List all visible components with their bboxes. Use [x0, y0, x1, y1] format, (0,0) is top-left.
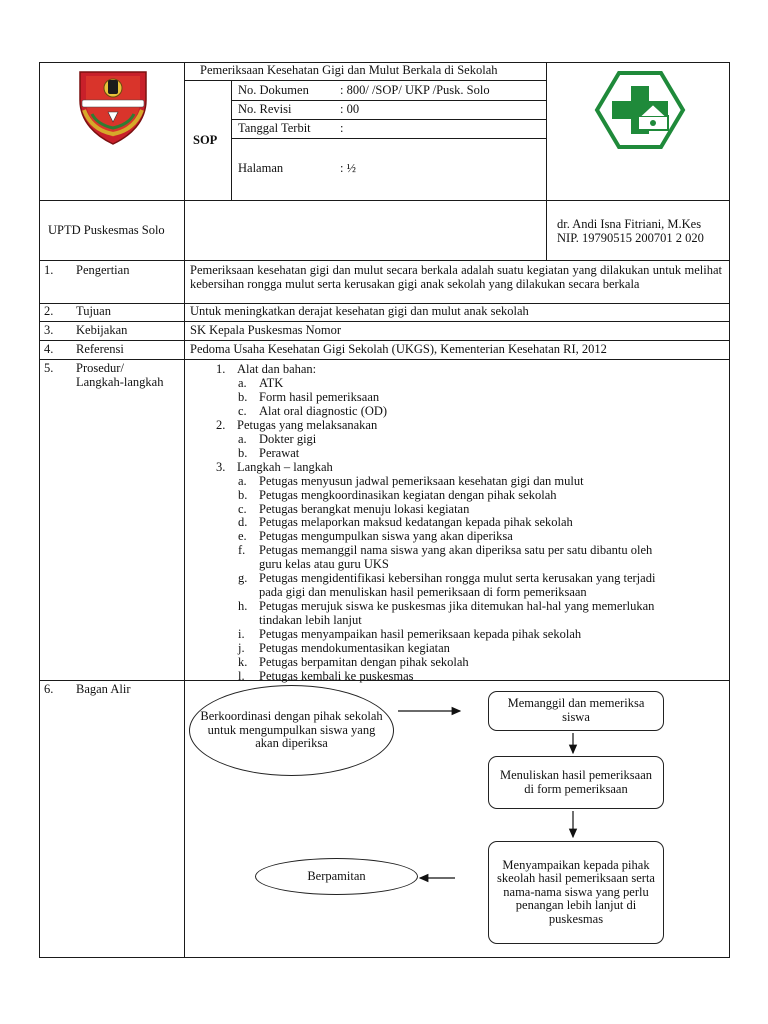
procedure-item-text: Petugas kembali ke puskesmas [259, 668, 414, 683]
procedure-item-marker: c. [238, 501, 247, 516]
procedure-item-text: Dokter gigi [259, 431, 317, 446]
procedure-item-marker: 1. [216, 362, 226, 376]
field-label-doc-number: No. Dokumen [238, 83, 309, 97]
section-2-text: Untuk meningkatkan derajat kesehatan gigi dan mulut anak sekolah [190, 304, 529, 318]
section-6-label: Bagan Alir [76, 682, 131, 696]
procedure-item-marker: c. [238, 403, 247, 418]
section-4-number: 4. [44, 342, 54, 356]
field-value-revision: : 00 [340, 102, 360, 116]
procedure-item-text: Petugas berpamitan dengan pihak sekolah [259, 654, 469, 669]
procedure-item-marker: d. [238, 515, 248, 530]
procedure-item-marker: e. [238, 529, 247, 544]
section-2-label: Tujuan [76, 304, 111, 318]
procedure-item-text: Petugas menyusun jadwal pemeriksaan kesehatan gigi dan mulut [259, 473, 584, 488]
sop-label: SOP [193, 133, 218, 147]
procedure-item-text: Form hasil pemeriksaan [259, 389, 380, 404]
section-1-number: 1. [44, 263, 54, 277]
field-value-page: : ½ [340, 161, 356, 175]
section-2-number: 2. [44, 304, 54, 318]
document-title: Pemeriksaan Kesehatan Gigi dan Mulut Berkala di Sekolah [200, 63, 498, 77]
signer-name: dr. Andi Isna Fitriani, M.Kes [557, 217, 702, 231]
flow-node-farewell-text: Berpamitan [307, 868, 366, 883]
flow-node-deliver-results-text: Menyampaikan kepada pihak skeolah hasil pemeriksaan serta nama-nama siswa yang perlu penangan lebih lanjut di puskesmas [497, 857, 655, 926]
field-value-issue-date: : [340, 121, 344, 135]
section-4-label: Referensi [76, 342, 124, 356]
procedure-item-marker: a. [238, 431, 247, 446]
procedure-item-marker: f. [238, 543, 246, 558]
procedure-item-marker: a. [238, 375, 247, 390]
section-3-label: Kebijakan [76, 323, 128, 337]
field-label-issue-date: Tanggal Terbit [238, 121, 311, 135]
procedure-item-marker: j. [238, 641, 245, 655]
procedure-item-text: Petugas memanggil nama siswa yang akan diperiksa satu per satu dibantu oleh [259, 543, 653, 558]
procedure-item-marker: i. [238, 627, 245, 642]
section-4-text: Pedoma Usaha Kesehatan Gigi Sekolah (UKGS), Kementerian Kesehatan RI, 2012 [190, 342, 607, 356]
section-5-number: 5. [44, 361, 54, 375]
section-1-text: Pemeriksaan kesehatan gigi dan mulut secara berkala adalah suatu kegiatan yang dilakukan untuk melihat kebersihan rongga mulut serta kerusakan gigi anak sekolah yang dilakukan secara berkala [190, 263, 722, 291]
section-5-label-line2: Langkah-langkah [76, 375, 164, 389]
flow-node-write-results-text: Menuliskan hasil pemeriksaan di form pemeriksaan [499, 767, 653, 796]
procedure-item-text: guru kelas atau guru UKS [259, 557, 389, 572]
procedure-item-text: Alat dan bahan: [237, 362, 317, 376]
procedure-item-marker: g. [238, 571, 248, 586]
procedure-item-text: pada gigi dan menuliskan hasil pemeriksaan di form pemeriksaan [259, 585, 587, 600]
procedure-item-marker: 3. [216, 459, 226, 474]
procedure-item-text: Alat oral diagnostic (OD) [259, 403, 388, 418]
signer-nip: NIP. 19790515 200701 2 020 [557, 231, 704, 245]
procedure-item-text: Perawat [259, 445, 300, 460]
procedure-item-text: Petugas melaporkan maksud kedatangan kepada pihak sekolah [259, 515, 573, 530]
procedure-item-text: Petugas merujuk siswa ke puskesmas jika ditemukan hal-hal yang memerlukan [259, 599, 655, 614]
procedure-item-text: Petugas mengumpulkan siswa yang akan diperiksa [259, 529, 513, 544]
procedure-item-marker: b. [238, 487, 248, 502]
field-label-page: Halaman [238, 161, 284, 175]
section-5-label-line1: Prosedur/ [76, 361, 124, 375]
unit-name: UPTD Puskesmas Solo [48, 223, 165, 237]
procedure-item-text: Petugas berangkat menuju lokasi kegiatan [259, 501, 470, 516]
procedure-item-text: Petugas menyampaikan hasil pemeriksaan kepada pihak sekolah [259, 627, 582, 642]
procedure-item-text: Petugas mendokumentasikan kegiatan [259, 641, 450, 655]
procedure-item-text: ATK [259, 375, 284, 390]
procedure-item-text: Petugas mengidentifikasi kebersihan rongga mulut serta kerusakan yang terjadi [259, 571, 656, 586]
procedure-item-marker: b. [238, 389, 248, 404]
procedure-item-marker: h. [238, 599, 248, 614]
field-label-revision: No. Revisi [238, 102, 292, 116]
procedure-item-text: Petugas yang melaksanakan [237, 417, 378, 432]
section-1-label: Pengertian [76, 263, 130, 277]
section-3-number: 3. [44, 323, 54, 337]
procedure-item-marker: l. [238, 668, 245, 683]
procedure-item-marker: 2. [216, 417, 226, 432]
field-value-doc-number: : 800/ /SOP/ UKP /Pusk. Solo [340, 83, 490, 97]
section-3-text: SK Kepala Puskesmas Nomor [190, 323, 342, 337]
procedure-item-text: tindakan lebih lanjut [259, 613, 362, 628]
section-6-number: 6. [44, 682, 54, 696]
flow-node-coordinate-text: Berkoordinasi dengan pihak sekolah untuk mengumpulkan siswa yang akan diperiksa [200, 709, 383, 751]
procedure-item-marker: k. [238, 654, 248, 669]
flow-node-call-examine-text: Memanggil dan memeriksa siswa [507, 696, 645, 724]
procedure-item-marker: a. [238, 473, 247, 488]
procedure-item-text: Petugas mengkoordinasikan kegiatan dengan pihak sekolah [259, 487, 557, 502]
procedure-item-text: Langkah – langkah [237, 459, 333, 474]
procedure-item-marker: b. [238, 445, 248, 460]
